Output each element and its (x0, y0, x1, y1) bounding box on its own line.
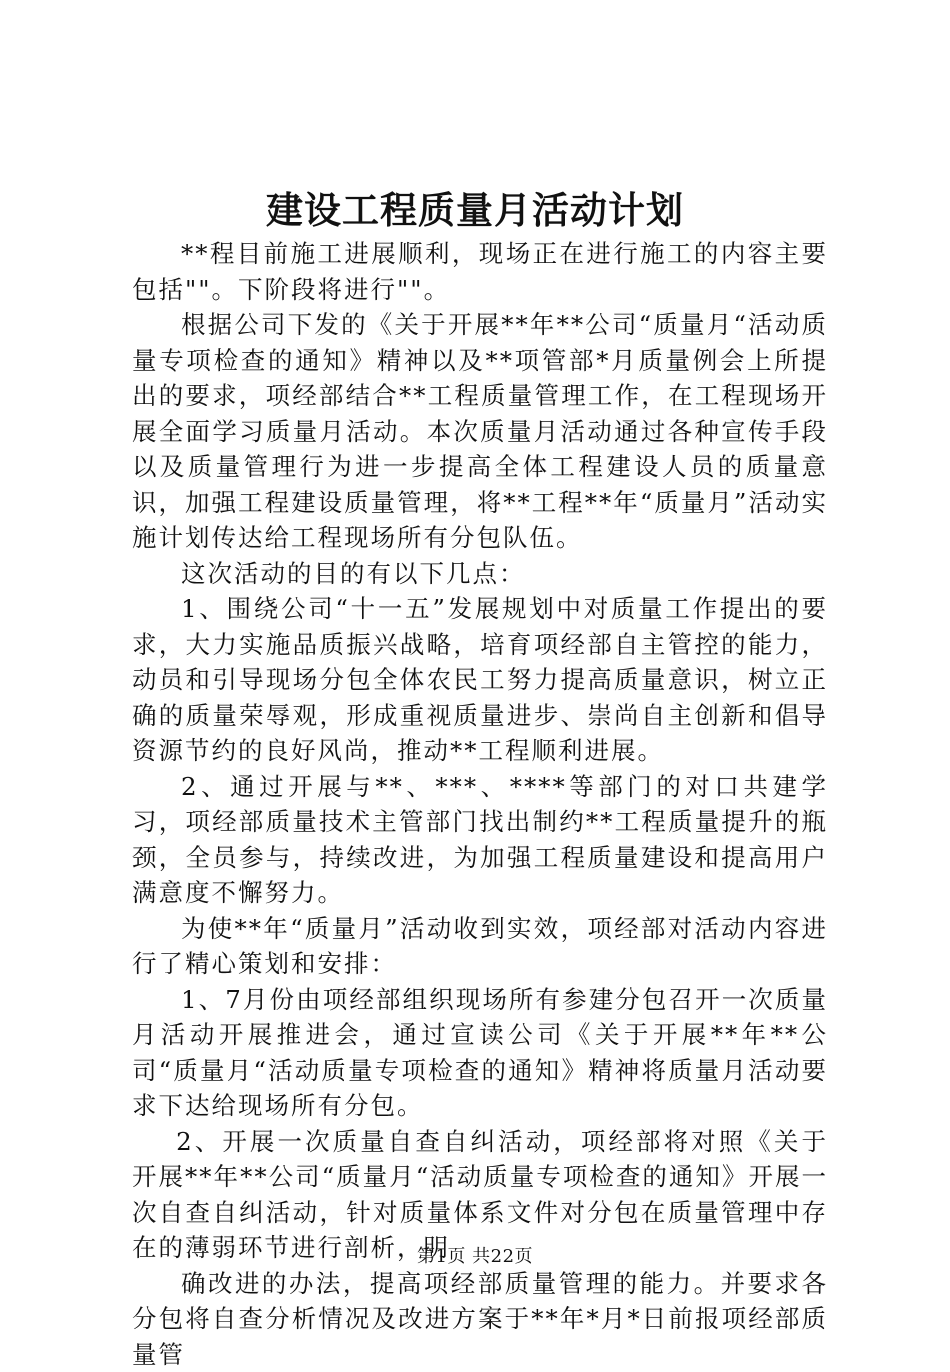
paragraph-purpose-2: 2、通过开展与**、***、****等部门的对口共建学习，项经部质量技术主管部门找出制约**工程质量提升的瓶颈，全员参与，持续改进，为加强工程质量建设和提高用户满意度不懈努力。 (132, 769, 828, 911)
paragraph-plan-2: 2、开展一次质量自查自纠活动，项经部将对照《关于开展**年**公司“质量月“活动质量专项检查的通知》开展一次自查自纠活动，针对质量体系文件对分包在质量管理中存在的薄弱环节进行剖析，明 (132, 1124, 828, 1266)
paragraph-purpose-heading: 这次活动的目的有以下几点： (132, 556, 828, 592)
paragraph-plan-2-continued: 确改进的办法，提高项经部质量管理的能力。并要求各分包将自查分析情况及改进方案于**年*月*日前报项经部质量管 (132, 1266, 828, 1372)
paragraph-plan-1: 1、7月份由项经部组织现场所有参建分包召开一次质量月活动开展推进会，通过宣读公司《关于开展**年**公司“质量月“活动质量专项检查的通知》精神将质量月活动要求下达给现场所有分包。 (132, 982, 828, 1124)
page-footer: 第1页 共22页 (0, 1245, 950, 1269)
paragraph-intro: **程目前施工进展顺利，现场正在进行施工的内容主要包括""。下阶段将进行""。 (132, 236, 828, 307)
paragraph-plan-heading: 为使**年“质量月”活动收到实效，项经部对活动内容进行了精心策划和安排： (132, 911, 828, 982)
paragraph-background: 根据公司下发的《关于开展**年**公司“质量月“活动质量专项检查的通知》精神以及**项管部*月质量例会上所提出的要求，项经部结合**工程质量管理工作，在工程现场开展全面学习质量月活动。本次质量月活动通过各种宣传手段以及质量管理行为进一步提高全体工程建设人员的质量意识，加强工程建设质量管理，将**工程**年“质量月”活动实施计划传达给工程现场所有分包队伍。 (132, 307, 828, 556)
document-title: 建设工程质量月活动计划 (0, 186, 950, 234)
document-body (132, 236, 828, 1372)
paragraph-purpose-1: 1、围绕公司“十一五”发展规划中对质量工作提出的要求，大力实施品质振兴战略，培育项经部自主管控的能力，动员和引导现场分包全体农民工努力提高质量意识，树立正确的质量荣辱观，形成重视质量进步、崇尚自主创新和倡导资源节约的良好风尚，推动**工程顺利进展。 (132, 591, 828, 769)
